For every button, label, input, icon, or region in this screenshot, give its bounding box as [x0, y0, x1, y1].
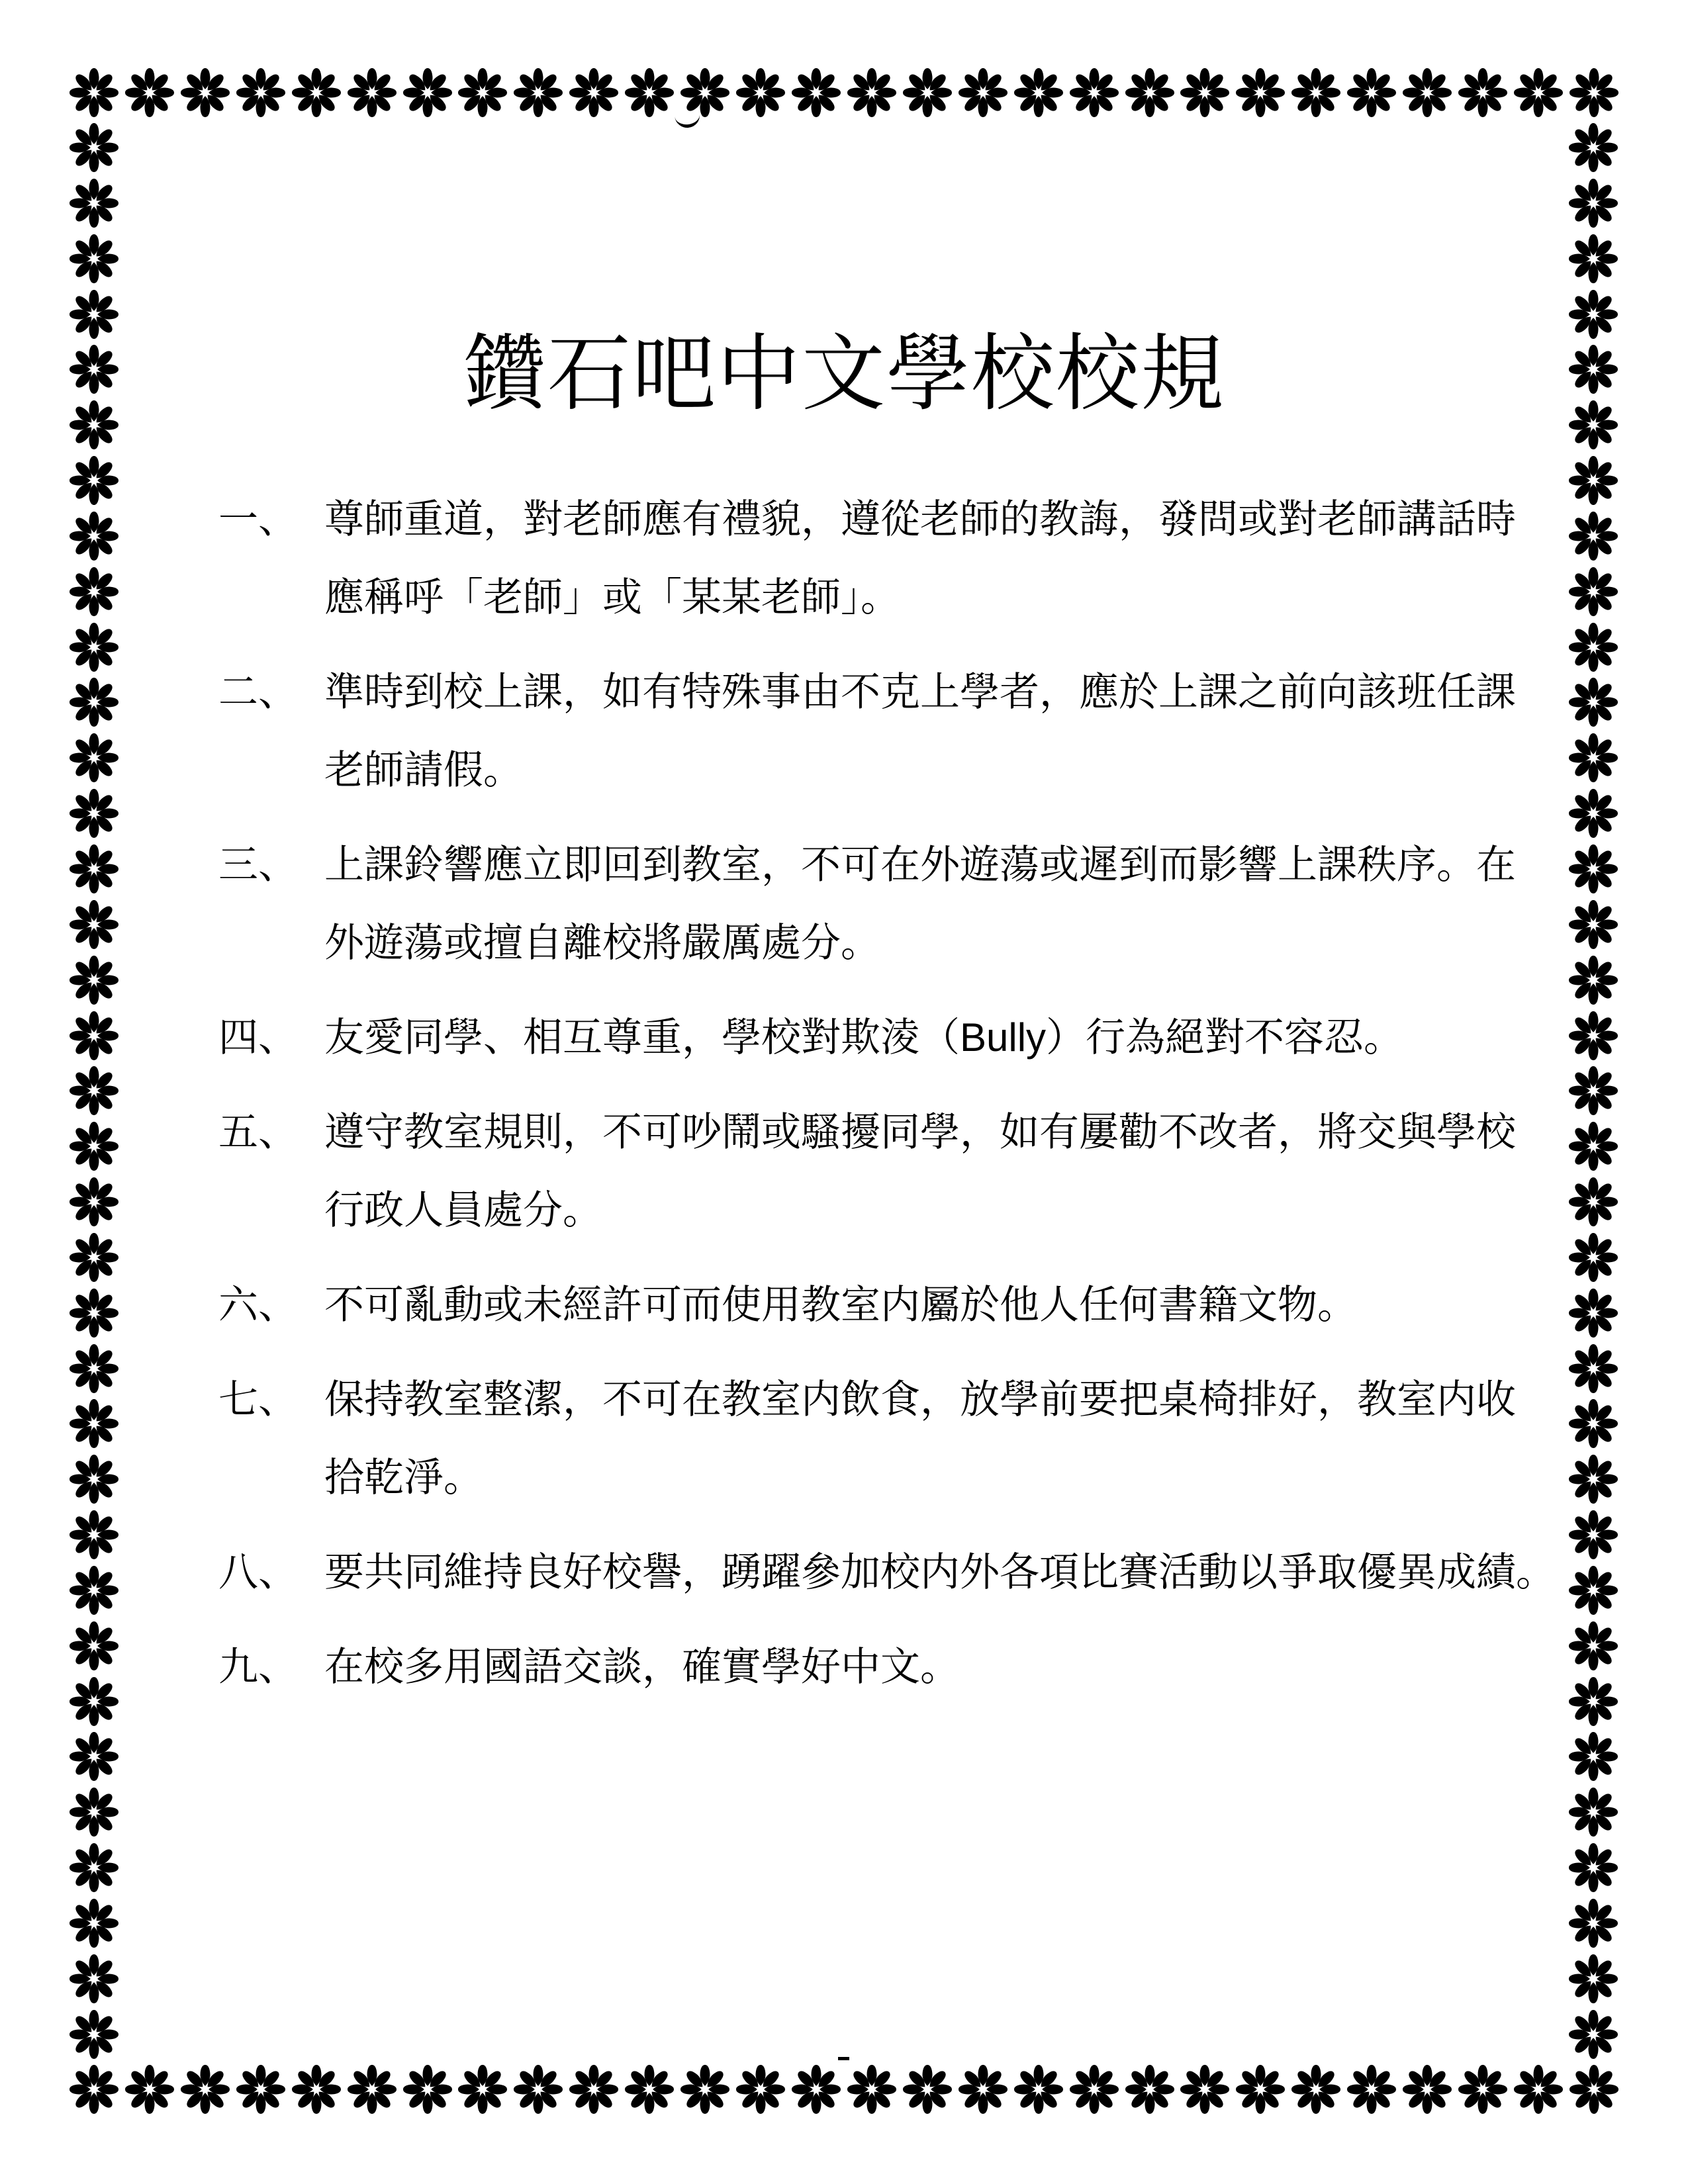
rule-text: [324, 1533, 1582, 1612]
flower-asterisk-icon: [70, 1510, 118, 1559]
flower-asterisk-icon: [125, 68, 174, 117]
flower-asterisk-icon: [1347, 2065, 1396, 2114]
rule-text-line: 上課鈴響應立即回到教室，不可在外遊蕩或遲到而影響上課秩序。在: [324, 842, 1516, 887]
flower-asterisk-icon: [1569, 1788, 1618, 1837]
flower-asterisk-icon: [292, 68, 341, 117]
flower-asterisk-icon: [903, 68, 952, 117]
stray-mark-top: [675, 113, 701, 129]
flower-asterisk-icon: [1180, 68, 1229, 117]
rule-number: 二、: [218, 670, 298, 714]
rule-text-line: 保持教室整潔，不可在教室内飲食，放學前要把桌椅排好，教室内收: [324, 1377, 1516, 1422]
flower-asterisk-icon: [70, 623, 118, 672]
flower-asterisk-icon: [736, 2065, 785, 2114]
rule-text: [324, 1361, 1582, 1517]
flower-asterisk-icon: [1569, 123, 1618, 172]
flower-asterisk-icon: [1569, 1732, 1618, 1781]
rule-text-line: 外遊蕩或擅自離校將嚴厲處分。: [324, 921, 880, 965]
flower-asterisk-icon: [736, 68, 785, 117]
rule-text-line: 應稱呼「老師」或「某某老師」。: [324, 575, 900, 619]
flower-asterisk-icon: [70, 400, 118, 449]
flower-asterisk-icon: [181, 68, 230, 117]
flower-asterisk-icon: [1570, 2065, 1618, 2114]
flower-asterisk-icon: [1291, 68, 1340, 117]
document-title: 鑽石吧中文學校校規: [463, 327, 1225, 421]
rule-item: [218, 1628, 1582, 1706]
flower-asterisk-icon: [1569, 1954, 1618, 2003]
flower-asterisk-icon: [1070, 68, 1119, 117]
flower-asterisk-icon: [680, 68, 729, 117]
flower-asterisk-icon: [1125, 68, 1174, 117]
flower-asterisk-icon: [1403, 68, 1452, 117]
stray-mark-bottom: [838, 2057, 849, 2060]
flower-asterisk-icon: [1569, 290, 1618, 339]
flower-asterisk-icon: [903, 2065, 952, 2114]
flower-asterisk-icon: [1236, 68, 1285, 117]
flower-asterisk-icon: [458, 68, 507, 117]
flower-asterisk-icon: [70, 956, 118, 1005]
flower-asterisk-icon: [959, 2065, 1008, 2114]
flower-asterisk-icon: [70, 1233, 118, 1282]
rule-text: [324, 480, 1582, 637]
flower-asterisk-icon: [70, 179, 118, 228]
flower-asterisk-icon: [514, 68, 563, 117]
rule-text: [324, 653, 1582, 809]
flower-asterisk-icon: [1514, 68, 1563, 117]
flower-asterisk-icon: [1570, 68, 1618, 117]
flower-asterisk-icon: [1014, 2065, 1063, 2114]
rule-item: [218, 1093, 1582, 1250]
rules-list: [218, 480, 1582, 1723]
flower-asterisk-icon: [70, 567, 118, 616]
flower-asterisk-icon: [70, 1788, 118, 1837]
flower-asterisk-icon: [1070, 2065, 1119, 2114]
rule-item: [218, 653, 1582, 809]
flower-asterisk-icon: [348, 68, 397, 117]
rule-item: [218, 1266, 1582, 1344]
rule-text-line: 行政人員處分。: [324, 1188, 602, 1232]
flower-asterisk-icon: [1514, 2065, 1563, 2114]
flower-asterisk-icon: [70, 1289, 118, 1338]
rule-text: [324, 999, 1582, 1077]
flower-asterisk-icon: [70, 1566, 118, 1615]
flower-asterisk-icon: [1569, 1899, 1618, 1948]
flower-asterisk-icon: [514, 2065, 563, 2114]
rule-number: 八、: [218, 1550, 298, 1594]
flower-asterisk-icon: [70, 1621, 118, 1670]
flower-asterisk-icon: [70, 678, 118, 727]
rule-text-line: 老師請假。: [324, 748, 523, 792]
rule-text: [324, 1266, 1582, 1344]
flower-asterisk-icon: [70, 733, 118, 782]
flower-asterisk-icon: [70, 1066, 118, 1115]
rule-number: 一、: [218, 497, 298, 541]
flower-asterisk-icon: [1291, 2065, 1340, 2114]
flower-asterisk-icon: [847, 68, 896, 117]
flower-asterisk-icon: [1125, 2065, 1174, 2114]
rule-number: 六、: [218, 1283, 298, 1327]
rule-text-line: 準時到校上課，如有特殊事由不克上學者，應於上課之前向該班任課: [324, 670, 1516, 714]
flower-asterisk-icon: [70, 290, 118, 339]
flower-asterisk-icon: [70, 2065, 118, 2114]
rule-text-line: 友愛同學、相互尊重，學校對欺淩（Bully）行為絕對不容忍。: [324, 1015, 1404, 1060]
flower-asterisk-icon: [70, 844, 118, 893]
flower-asterisk-icon: [1569, 400, 1618, 449]
rule-text: [324, 1093, 1582, 1250]
rule-number: 四、: [218, 1015, 298, 1060]
flower-asterisk-icon: [70, 456, 118, 505]
rule-text-line: 不可亂動或未經許可而使用教室内屬於他人任何書籍文物。: [324, 1283, 1357, 1327]
flower-asterisk-icon: [181, 2065, 230, 2114]
rule-text: [324, 826, 1582, 982]
flower-asterisk-icon: [1458, 68, 1507, 117]
rule-text-line: 在校多用國語交談，確實學好中文。: [324, 1645, 960, 1689]
flower-asterisk-icon: [236, 68, 285, 117]
flower-asterisk-icon: [403, 68, 452, 117]
flower-asterisk-icon: [70, 1122, 118, 1171]
flower-asterisk-icon: [70, 68, 118, 117]
border-bottom: [70, 2065, 1618, 2114]
flower-asterisk-icon: [70, 1899, 118, 1948]
flower-asterisk-icon: [70, 123, 118, 172]
flower-asterisk-icon: [70, 1011, 118, 1060]
flower-asterisk-icon: [569, 2065, 618, 2114]
rule-item: [218, 826, 1582, 982]
flower-asterisk-icon: [1403, 2065, 1452, 2114]
flower-asterisk-icon: [70, 1344, 118, 1393]
rule-item: [218, 1533, 1582, 1612]
flower-asterisk-icon: [792, 2065, 841, 2114]
flower-asterisk-icon: [1180, 2065, 1229, 2114]
flower-asterisk-icon: [1569, 234, 1618, 283]
rule-item: [218, 480, 1582, 637]
flower-asterisk-icon: [70, 345, 118, 394]
flower-asterisk-icon: [70, 2010, 118, 2059]
flower-asterisk-icon: [70, 1843, 118, 1892]
rule-number: 五、: [218, 1110, 298, 1154]
rule-text-line: 尊師重道，對老師應有禮貌，遵從老師的教誨，發問或對老師講話時: [324, 497, 1516, 541]
flower-asterisk-icon: [348, 2065, 397, 2114]
border-left: [70, 123, 118, 2059]
flower-asterisk-icon: [1569, 179, 1618, 228]
flower-asterisk-icon: [1569, 1843, 1618, 1892]
rule-number: 七、: [218, 1377, 298, 1422]
border-top: [70, 68, 1618, 117]
flower-asterisk-icon: [292, 2065, 341, 2114]
rule-text-line: 拾乾淨。: [324, 1455, 483, 1500]
rule-item: [218, 999, 1582, 1077]
flower-asterisk-icon: [569, 68, 618, 117]
flower-asterisk-icon: [70, 1677, 118, 1726]
rule-text-line: 要共同維持良好校譽，踴躍參加校内外各項比賽活動以爭取優異成績。: [324, 1550, 1556, 1594]
rule-text: [324, 1628, 1582, 1706]
rule-item: [218, 1361, 1582, 1517]
flower-asterisk-icon: [70, 1177, 118, 1226]
flower-asterisk-icon: [70, 1399, 118, 1448]
flower-asterisk-icon: [403, 2065, 452, 2114]
flower-asterisk-icon: [458, 2065, 507, 2114]
rule-text-line: 遵守教室規則，不可吵鬧或騷擾同學，如有屢勸不改者，將交與學校: [324, 1110, 1516, 1154]
flower-asterisk-icon: [625, 2065, 674, 2114]
flower-asterisk-icon: [1569, 2010, 1618, 2059]
flower-asterisk-icon: [125, 2065, 174, 2114]
flower-asterisk-icon: [625, 68, 674, 117]
flower-asterisk-icon: [70, 234, 118, 283]
flower-asterisk-icon: [236, 2065, 285, 2114]
flower-asterisk-icon: [959, 68, 1008, 117]
flower-asterisk-icon: [1569, 345, 1618, 394]
flower-asterisk-icon: [70, 789, 118, 838]
flower-asterisk-icon: [1236, 2065, 1285, 2114]
flower-asterisk-icon: [847, 2065, 896, 2114]
flower-asterisk-icon: [70, 512, 118, 561]
flower-asterisk-icon: [1014, 68, 1063, 117]
rule-number: 九、: [218, 1645, 298, 1689]
flower-asterisk-icon: [680, 2065, 729, 2114]
flower-asterisk-icon: [792, 68, 841, 117]
rule-number: 三、: [218, 842, 298, 887]
flower-asterisk-icon: [70, 1954, 118, 2003]
flower-asterisk-icon: [1347, 68, 1396, 117]
flower-asterisk-icon: [70, 900, 118, 949]
flower-asterisk-icon: [1458, 2065, 1507, 2114]
flower-asterisk-icon: [70, 1455, 118, 1504]
flower-asterisk-icon: [70, 1732, 118, 1781]
